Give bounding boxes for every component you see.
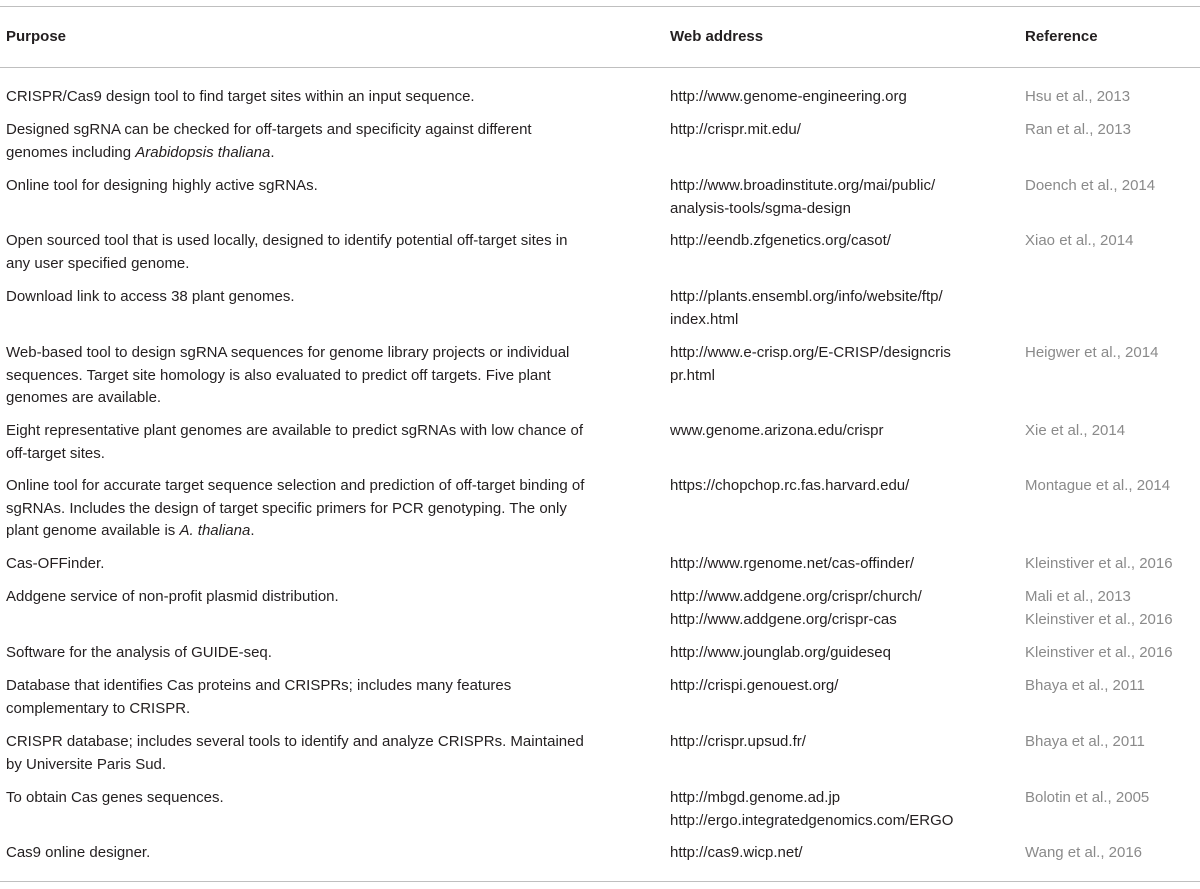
purpose-cell: Cas9 online designer. xyxy=(6,844,151,861)
purpose-cell: Software for the analysis of GUIDE-seq. xyxy=(6,644,272,661)
web-address-cell xyxy=(670,119,801,142)
web-address-cell xyxy=(670,553,914,576)
reference-cell: Wang et al., 2016 xyxy=(1025,844,1143,861)
purpose-cell: Addgene service of non-profit plasmid distribution. xyxy=(6,588,339,605)
reference-cell: Montague et al., 2014 xyxy=(1025,477,1171,494)
table-top-rule xyxy=(0,6,1200,7)
web-address-cell xyxy=(670,420,883,443)
purpose-cell: Database that identifies Cas proteins and CRISPRs; includes many features complementary to CRISPR. xyxy=(6,677,512,717)
web-link[interactable]: http://www.e-crisp.org/E-CRISP/designcris xyxy=(670,344,951,361)
web-address-cell xyxy=(670,230,891,253)
web-link[interactable]: http://www.broadinstitute.org/mai/public/ xyxy=(670,177,936,194)
reference-cell: Bhaya et al., 2011 xyxy=(1025,733,1145,750)
web-address-cell xyxy=(670,86,907,109)
reference-cell: Hsu et al., 2013 xyxy=(1025,88,1131,105)
web-link-continued[interactable]: index.html xyxy=(670,310,739,328)
web-address-cell xyxy=(670,675,838,698)
web-address-cell xyxy=(670,475,909,498)
web-link[interactable]: http://eendb.zfgenetics.org/casot/ xyxy=(670,232,891,249)
web-address-cell xyxy=(670,286,943,331)
purpose-cell: CRISPR database; includes several tools to identify and analyze CRISPRs. Maintained by Universite Paris Sud. xyxy=(6,733,584,773)
web-link[interactable]: http://mbgd.genome.ad.jp xyxy=(670,789,841,806)
web-address-cell xyxy=(670,175,935,220)
purpose-cell: Online tool for accurate target sequence selection and prediction of off-target binding of sgRNAs. Includes the design of target specific primers for PCR genotyping. The only plant genome available is A. thaliana. xyxy=(6,477,585,539)
purpose-cell: Open sourced tool that is used locally, designed to identify potential off-target sites in any user specified genome. xyxy=(6,232,568,272)
header-web-address: Web address xyxy=(670,28,764,45)
web-link[interactable]: www.genome.arizona.edu/crispr xyxy=(670,422,884,439)
web-address-cell xyxy=(670,586,922,631)
web-link[interactable]: http://www.genome-engineering.org xyxy=(670,88,907,105)
table-bottom-rule xyxy=(0,881,1200,882)
web-link[interactable]: http://www.rgenome.net/cas-offinder/ xyxy=(670,555,915,572)
header-rule xyxy=(0,67,1200,68)
web-link-continued[interactable]: analysis-tools/sgma-design xyxy=(670,199,851,217)
web-link[interactable]: http://plants.ensembl.org/info/website/ftp/ xyxy=(670,288,943,305)
purpose-cell: Designed sgRNA can be checked for off-targets and specificity against different genomes including Arabidopsis thaliana. xyxy=(6,121,532,161)
header-reference: Reference xyxy=(1025,28,1098,45)
web-link[interactable]: http://crispi.genouest.org/ xyxy=(670,677,839,694)
purpose-cell: Download link to access 38 plant genomes. xyxy=(6,288,295,305)
web-address-cell xyxy=(670,342,951,387)
reference-cell: Doench et al., 2014 xyxy=(1025,177,1156,194)
reference-cell: Bolotin et al., 2005 xyxy=(1025,789,1150,806)
web-address-cell xyxy=(670,731,806,754)
web-link[interactable]: http://crispr.mit.edu/ xyxy=(670,121,801,138)
purpose-cell: Web-based tool to design sgRNA sequences for genome library projects or individual sequences. Target site homology is also evaluated to predict off targets. Five plant genomes are available. xyxy=(6,344,570,406)
web-link[interactable]: http://www.addgene.org/crispr/church/ xyxy=(670,588,922,605)
reference-cell: Kleinstiver et al., 2016 xyxy=(1025,644,1173,661)
reference-cell: Kleinstiver et al., 2016 xyxy=(1025,555,1173,572)
web-link[interactable]: http://crispr.upsud.fr/ xyxy=(670,733,806,750)
header-purpose: Purpose xyxy=(6,28,67,45)
reference-cell: Bhaya et al., 2011 xyxy=(1025,677,1145,694)
purpose-cell: Cas-OFFinder. xyxy=(6,555,105,572)
reference-cell: Heigwer et al., 2014 xyxy=(1025,344,1159,361)
web-link-continued[interactable]: pr.html xyxy=(670,366,716,384)
web-address-cell xyxy=(670,787,953,832)
web-address-cell xyxy=(670,642,891,665)
web-address-cell xyxy=(670,842,803,865)
purpose-cell: CRISPR/Cas9 design tool to find target sites within an input sequence. xyxy=(6,88,475,105)
web-link[interactable]: http://cas9.wicp.net/ xyxy=(670,844,803,861)
web-link[interactable]: https://chopchop.rc.fas.harvard.edu/ xyxy=(670,477,910,494)
reference-cell: Mali et al., 2013 Kleinstiver et al., 2016 xyxy=(1025,588,1173,628)
web-link[interactable]: http://www.jounglab.org/guideseq xyxy=(670,644,891,661)
reference-cell: Xiao et al., 2014 xyxy=(1025,232,1134,249)
purpose-cell: Online tool for designing highly active sgRNAs. xyxy=(6,177,318,194)
reference-cell: Ran et al., 2013 xyxy=(1025,121,1131,138)
purpose-cell: Eight representative plant genomes are available to predict sgRNAs with low chance of off-target sites. xyxy=(6,422,583,462)
reference-cell: Xie et al., 2014 xyxy=(1025,422,1126,439)
web-link[interactable]: http://www.addgene.org/crispr-cas xyxy=(670,610,897,628)
web-link[interactable]: http://ergo.integratedgenomics.com/ERGO xyxy=(670,811,954,829)
purpose-cell: To obtain Cas genes sequences. xyxy=(6,789,224,806)
